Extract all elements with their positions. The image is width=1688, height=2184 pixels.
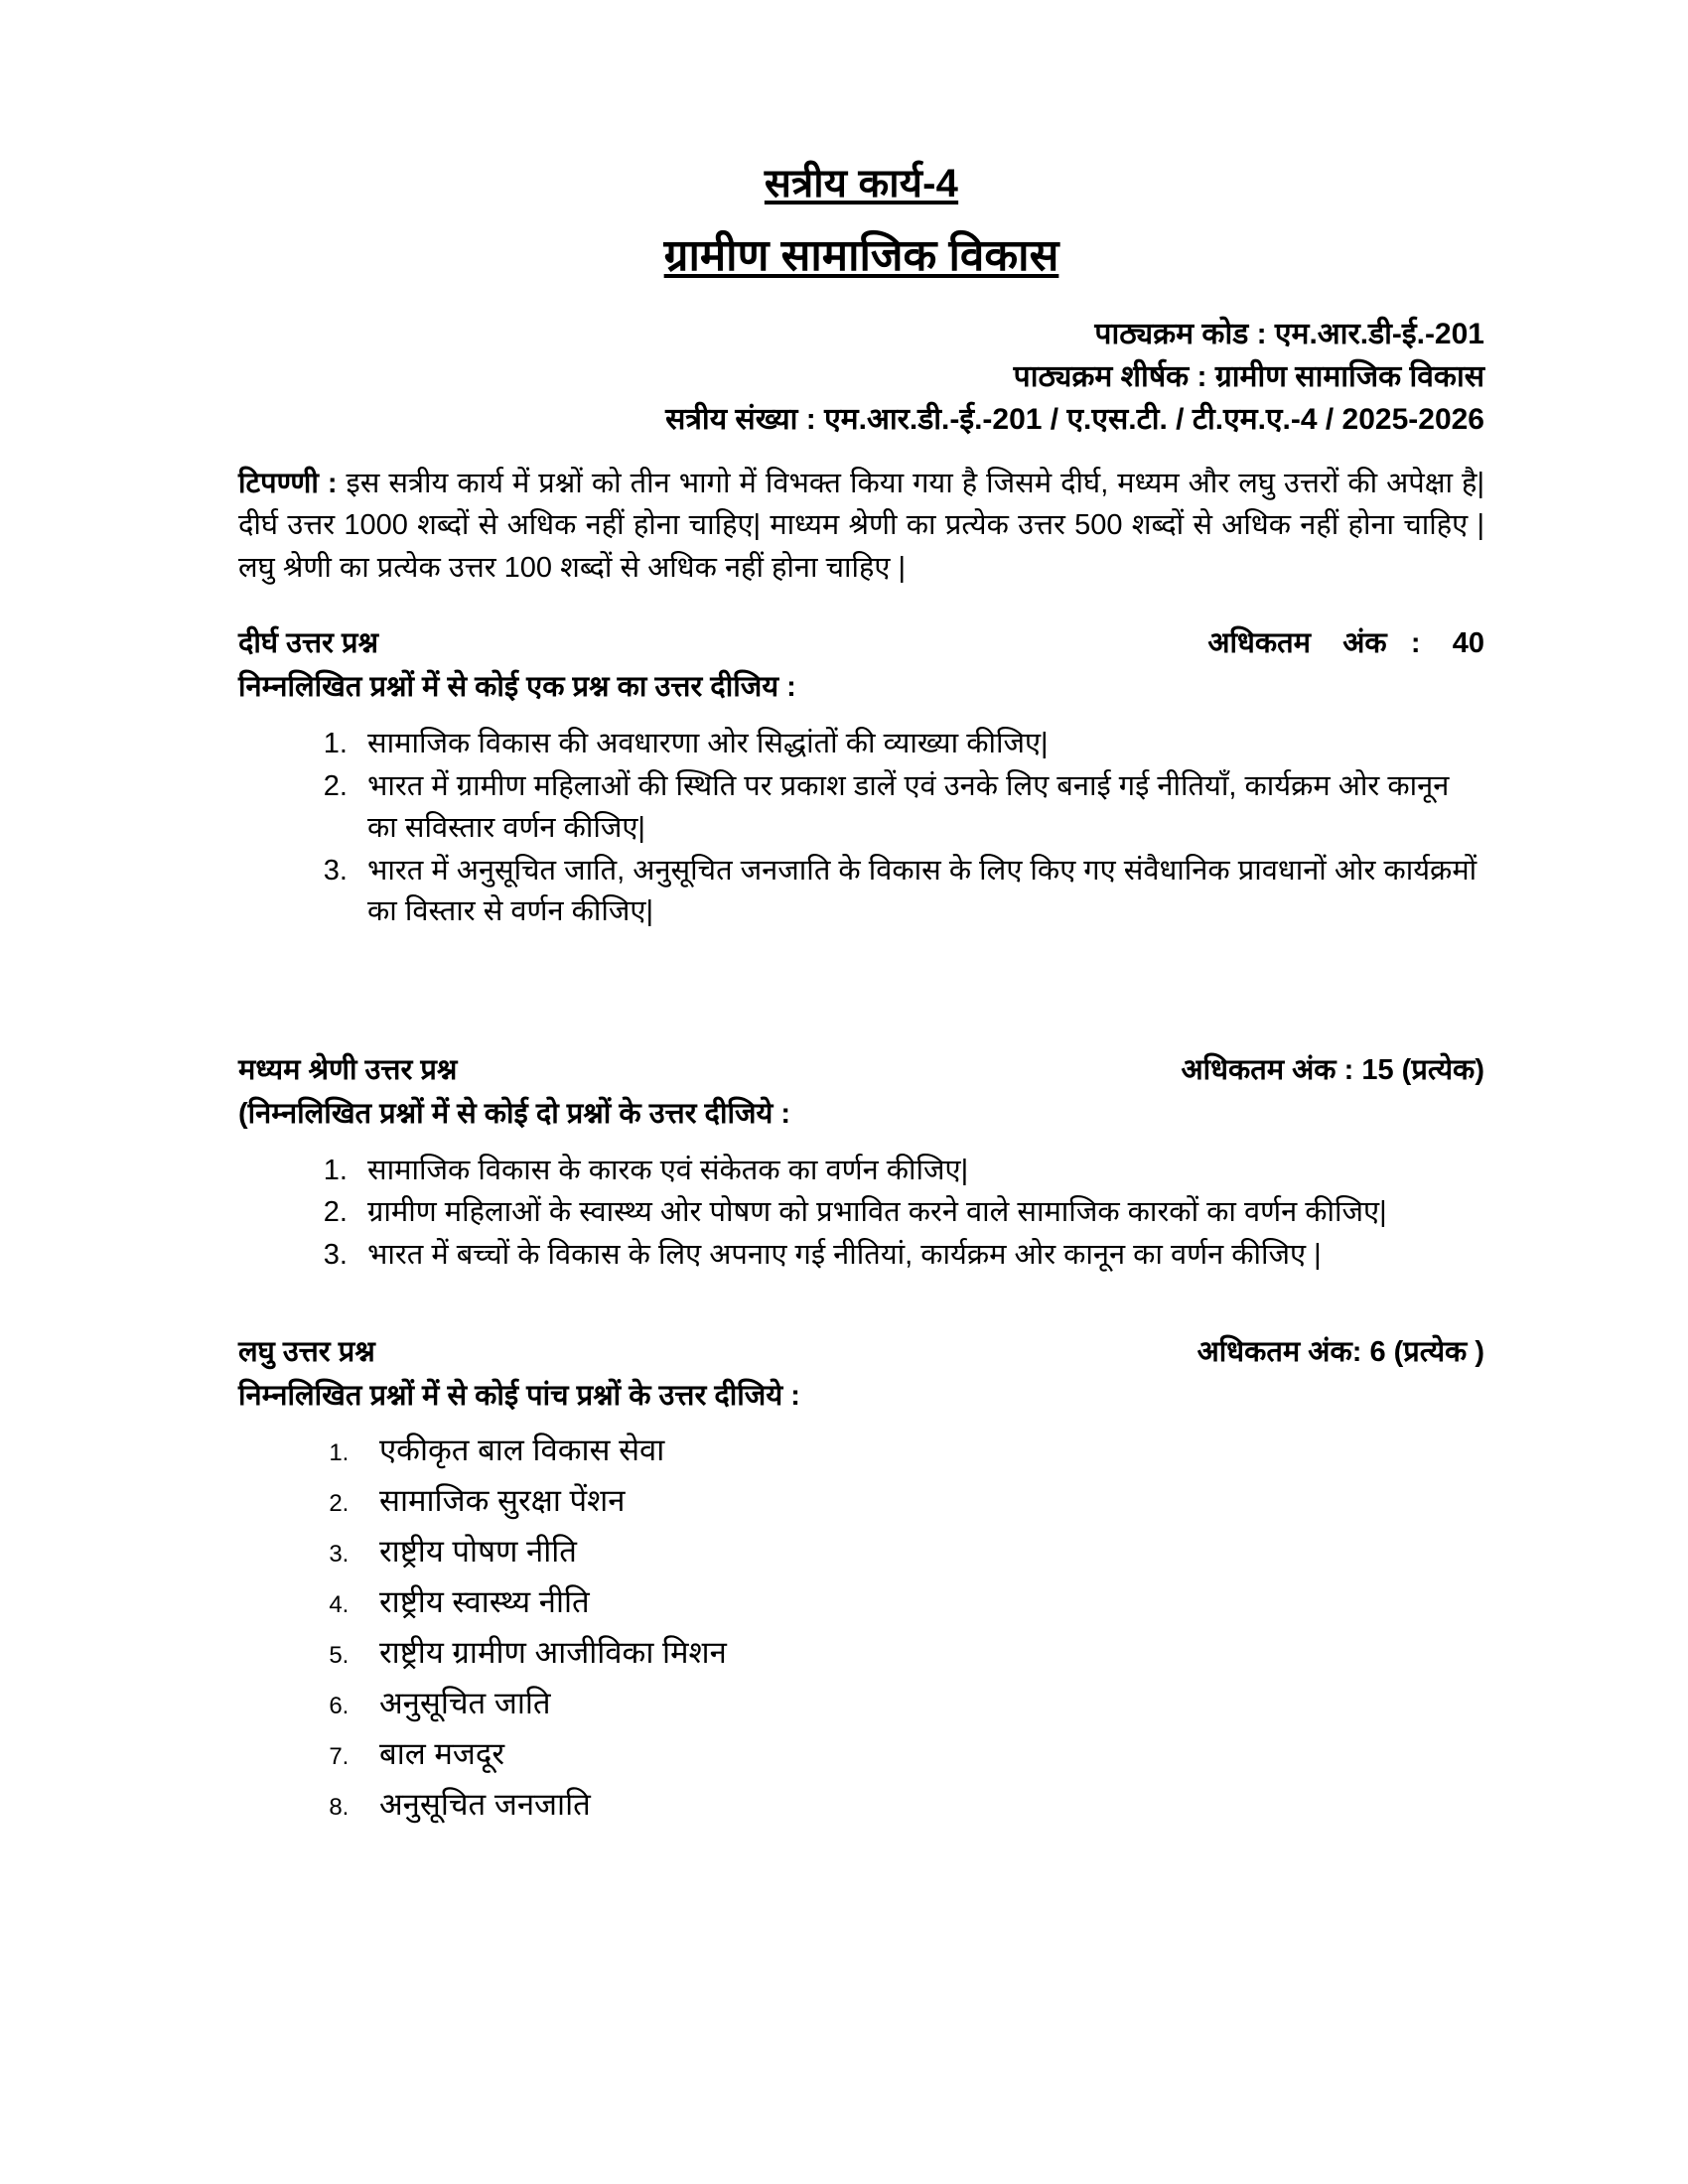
section-medium-marks: अधिकतम अंक : 15 (प्रत्येक) bbox=[1181, 1054, 1484, 1087]
assignment-number: सत्रीय संख्या : एम.आर.डी.-ई.-201 / ए.एस.टी. / टी.एम.ए.-4 / 2025-2026 bbox=[665, 402, 1484, 436]
list-item: 3. भारत में अनुसूचित जाति, अनुसूचित जनजाति के विकास के लिए किए गए संवैधानिक प्रावधानों ओर कार्यक्रमों का विस्तार से वर्णन कीजिए| bbox=[355, 851, 1484, 932]
section-long-header bbox=[238, 622, 1484, 664]
course-meta bbox=[238, 314, 1484, 441]
section-medium-header bbox=[238, 1049, 1484, 1091]
section-long-marks: अधिकतम अंक : 40 bbox=[1207, 627, 1484, 660]
section-medium-answer bbox=[238, 1049, 1484, 1276]
page-subtitle bbox=[238, 227, 1484, 284]
section-medium-heading: मध्यम श्रेणी उत्तर प्रश्न bbox=[238, 1054, 458, 1087]
list-item-text: राष्ट्रीय ग्रामीण आजीविका मिशन bbox=[379, 1634, 727, 1670]
section-medium-instruction: (निम्नलिखित प्रश्नों में से कोई दो प्रश्नों के उत्तर दीजिये : bbox=[238, 1098, 791, 1131]
section-short-marks: अधिकतम अंक: 6 (प्रत्येक ) bbox=[1196, 1335, 1484, 1368]
section-short-instruction: निम्नलिखित प्रश्नों में से कोई पांच प्रश्नों के उत्तर दीजिये : bbox=[238, 1379, 800, 1412]
list-item-text: एकीकृत बाल विकास सेवा bbox=[379, 1432, 665, 1467]
long-answer-question-list bbox=[238, 724, 1484, 932]
list-item bbox=[355, 1583, 1484, 1619]
list-item-text: सामाजिक सुरक्षा पेंशन bbox=[379, 1482, 626, 1518]
list-item bbox=[355, 1685, 1484, 1720]
list-item: 2. भारत में ग्रामीण महिलाओं की स्थिति पर प्रकाश डालें एवं उनके लिए बनाई गई नीतियाँ, कार्यक्रम ओर कानून का सविस्तार वर्णन कीजिए| bbox=[355, 766, 1484, 848]
short-answer-question-list bbox=[238, 1434, 1484, 1820]
course-title: पाठ्यक्रम शीर्षक : ग्रामीण सामाजिक विकास bbox=[1013, 359, 1484, 393]
section-long-answer bbox=[238, 622, 1484, 932]
list-item-text: राष्ट्रीय स्वास्थ्य नीति bbox=[379, 1583, 590, 1619]
section-long-instruction: निम्नलिखित प्रश्नों में से कोई एक प्रश्न का उत्तर दीजिय : bbox=[238, 671, 796, 704]
page-title-text: सत्रीय कार्य-4 bbox=[764, 162, 959, 205]
list-item bbox=[355, 1533, 1484, 1569]
list-item-text: राष्ट्रीय पोषण नीति bbox=[379, 1533, 577, 1569]
list-item-text: अनुसूचित जाति bbox=[379, 1685, 551, 1720]
list-item bbox=[355, 1482, 1484, 1518]
list-item bbox=[355, 1634, 1484, 1670]
section-short-header bbox=[238, 1331, 1484, 1373]
list-item: 1. सामाजिक विकास के कारक एवं संकेतक का वर्णन कीजिए| bbox=[355, 1151, 1484, 1191]
list-item-text: बाल मजदूर bbox=[379, 1735, 505, 1771]
list-item bbox=[355, 1735, 1484, 1771]
section-short-answer bbox=[238, 1331, 1484, 1820]
course-code: पाठ्यक्रम कोड : एम.आर.डी-ई.-201 bbox=[1094, 318, 1484, 351]
section-short-heading: लघु उत्तर प्रश्न bbox=[238, 1335, 375, 1368]
list-item-text: अनुसूचित जनजाति bbox=[379, 1786, 591, 1822]
section-long-heading: दीर्घ उत्तर प्रश्न bbox=[238, 627, 378, 660]
list-item bbox=[355, 1434, 1484, 1465]
note-text: इस सत्रीय कार्य में प्रश्नों को तीन भागो में विभक्त किया गया है जिसमे दीर्घ, मध्यम और लघु उत्तरों की अपेक्षा है| दीर्घ उत्तर 1000 शब्दों से अधिक नहीं होना चाहिए| माध्यम श्रेणी का प्रत्येक उत्तर 500 शब्दों से अधिक नहीं होना चाहिए | लघु श्रेणी का प्रत्येक उत्तर 100 शब्दों से अधिक नहीं होना चाहिए | bbox=[238, 468, 1484, 584]
page-subtitle-text: ग्रामीण सामाजिक विकास bbox=[663, 231, 1059, 281]
note-paragraph bbox=[238, 463, 1484, 589]
list-item: 3. भारत में बच्चों के विकास के लिए अपनाए गई नीतियां, कार्यक्रम ओर कानून का वर्णन कीजिए | bbox=[355, 1235, 1484, 1276]
medium-answer-question-list bbox=[238, 1151, 1484, 1276]
list-item: 1. सामाजिक विकास की अवधारणा ओर सिद्धांतों की व्याख्या कीजिए| bbox=[355, 724, 1484, 764]
list-item bbox=[355, 1786, 1484, 1822]
list-item: 2. ग्रामीण महिलाओं के स्वास्थ्य ओर पोषण को प्रभावित करने वाले सामाजिक कारकों का वर्णन कीजिए| bbox=[355, 1192, 1484, 1233]
page-title bbox=[238, 159, 1484, 209]
note-label: टिपण्णी : bbox=[238, 468, 338, 500]
